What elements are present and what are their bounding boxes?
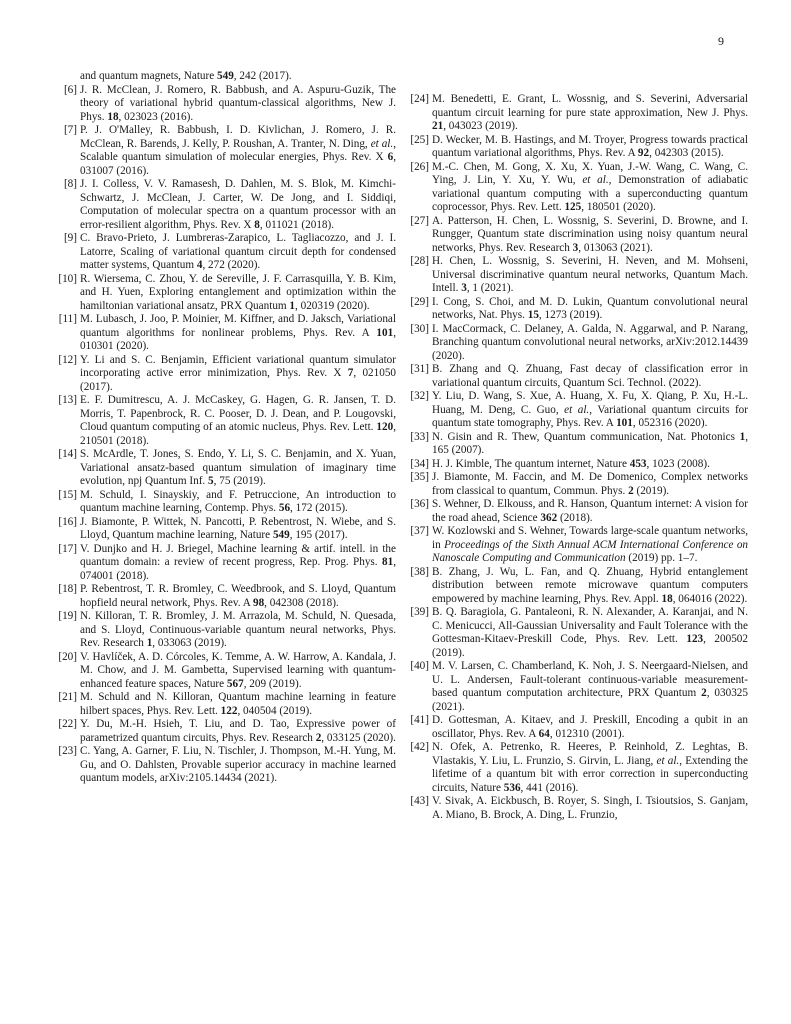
reference-entry: [58, 515, 396, 543]
reference-text: I. Cong, S. Choi, and M. D. Lukin, Quantum convolutional neural networks, Nat. Phys.: [432, 295, 748, 321]
reference-number: [29]: [410, 295, 429, 308]
reference-volume: 18: [107, 110, 119, 123]
reference-volume: 5: [208, 475, 214, 487]
reference-volume: 362: [540, 511, 558, 524]
reference-text: , 033125 (2020).: [321, 731, 396, 744]
reference-volume: 6: [387, 151, 394, 163]
reference-volume: 92: [637, 147, 650, 159]
reference-text: H. J. Kimble, The quantum internet, Nature: [432, 457, 630, 470]
reference-number: [39]: [410, 606, 429, 618]
reference-volume: 3: [572, 241, 579, 254]
reference-text: M. Schuld, I. Sinayskiy, and F. Petruccione, An introduction to quantum machine learning, Contemp. Phys.: [80, 488, 396, 514]
reference-text: H. Chen, L. Wossnig, S. Severini, H. Neven, and M. Mohseni, Universal discriminative quantum neural networks, Quantum Mach. Intell.: [432, 255, 748, 294]
reference-text: , 052316 (2020).: [632, 417, 708, 429]
reference-volume: 18: [661, 592, 673, 605]
reference-text: , 042308 (2018).: [264, 596, 339, 609]
reference-number: [17]: [58, 542, 77, 555]
reference-text: N. Gisin and R. Thew, Quantum communication, Nat. Photonics: [432, 430, 740, 443]
reference-text: , 195 (2017).: [289, 529, 348, 541]
reference-text: , 012310 (2001).: [549, 727, 625, 740]
reference-text: (2019) pp. 1–7.: [625, 552, 698, 564]
reference-volume: 15: [527, 309, 539, 321]
reference-text: , 031007 (2016).: [80, 151, 396, 177]
reference-italic-text: et al.: [370, 137, 394, 150]
reference-text: , 023023 (2016).: [118, 110, 194, 123]
reference-text: S. Wehner, D. Elkouss, and R. Hanson, Quantum internet: A vision for the road ahead, Science: [432, 498, 748, 524]
reference-volume: 7: [347, 367, 354, 379]
reference-number: [6]: [63, 83, 77, 96]
reference-italic-text: et al.: [656, 754, 680, 767]
reference-volume: 2: [701, 687, 707, 699]
reference-text: N. Ofek, A. Petrenko, R. Heeres, P. Reinhold, Z. Leghtas, B. Vlastakis, Y. Liu, L. Frunzio, S. Girvin, L. Jiang,: [432, 741, 748, 767]
reference-text: E. F. Dumitrescu, A. J. McCaskey, G. Hagen, G. R. Jansen, T. D. Morris, T. Papenbrock, R. C. Pooser, D. J. Dean, and P. Lougovski, Cloud quantum computing of an atomic nucleus, Phys. Rev. Lett.: [80, 394, 396, 433]
reference-number: [28]: [410, 255, 429, 267]
reference-entry: [410, 295, 748, 323]
reference-text: , 042303 (2015).: [649, 147, 724, 159]
reference-text: N. Killoran, T. R. Bromley, J. M. Arrazola, M. Schuld, N. Quesada, and S. Lloyd, Continuous-variable quantum neural networks, Phys. Rev. Research: [80, 610, 396, 649]
reference-volume: 64: [538, 727, 550, 740]
reference-text: , 040504 (2019).: [237, 704, 313, 717]
reference-entry: [410, 322, 748, 364]
reference-volume: 549: [272, 529, 290, 541]
reference-text: C. Bravo-Prieto, J. Lumbreras-Zarapico, L. Tagliacozzo, and J. I. Latorre, Scaling of variational quantum circuit depth for condensed matter systems, Quantum: [80, 232, 396, 271]
reference-entry: [410, 214, 748, 256]
reference-number: [37]: [410, 525, 429, 537]
reference-number: [20]: [58, 650, 77, 663]
reference-volume: 101: [376, 326, 394, 339]
reference-volume: 1: [739, 430, 746, 443]
reference-text: , 210501 (2018).: [80, 421, 396, 447]
reference-volume: 8: [254, 218, 260, 231]
reference-entry: [410, 565, 748, 607]
reference-text: C. Yang, A. Garner, F. Liu, N. Tischler, J. Thompson, M.-H. Yung, M. Gu, and O. Dahlsten, Provable superior accuracy in machine learned quantum models, arXiv:2105.14434 (2021).: [80, 745, 396, 784]
reference-number: [34]: [410, 457, 429, 470]
reference-text: P. Rebentrost, T. R. Bromley, C. Weedbrook, and S. Lloyd, Quantum hopfield neural network, Phys. Rev. A: [80, 583, 396, 609]
reference-entry: [58, 610, 396, 651]
reference-entry: [410, 457, 748, 472]
reference-text: M. Benedetti, E. Grant, L. Wossnig, and S. Severini, Adversarial quantum circuit learning for pure state approximation, New J. Phys.: [432, 93, 748, 119]
reference-text: (2018).: [557, 511, 593, 524]
reference-text: , 200502 (2019).: [432, 633, 748, 659]
reference-number: [8]: [63, 178, 77, 190]
reference-number: [11]: [58, 313, 77, 325]
reference-italic-text: et al.: [582, 174, 609, 186]
reference-text: M. Schuld and N. Killoran, Quantum machine learning in feature hilbert spaces, Phys. Rev. Lett.: [80, 691, 396, 717]
reference-number: [10]: [58, 272, 77, 285]
reference-volume: 123: [686, 633, 704, 645]
reference-entry: [58, 718, 396, 745]
reference-italic-text: Proceedings of the Sixth Annual ACM International Conference on Nanoscale Computing and Communication: [432, 538, 749, 564]
reference-volume: 549: [217, 70, 234, 82]
reference-text: , 074001 (2018).: [80, 556, 396, 582]
reference-entry: [58, 650, 396, 692]
reference-number: [14]: [58, 448, 77, 460]
reference-number: [13]: [58, 394, 77, 406]
reference-volume: 1: [289, 299, 296, 312]
reference-text: M. V. Larsen, C. Chamberland, K. Noh, J. S. Neergaard-Nielsen, and U. L. Andersen, Fault-tolerant continuous-variable measurement-based quantum computation architecture, PRX Quantum: [432, 660, 748, 699]
reference-text: (2019).: [633, 484, 670, 497]
reference-entry: [410, 471, 748, 498]
reference-entry: [410, 525, 749, 566]
reference-volume: 2: [628, 484, 634, 497]
reference-volume: 3: [461, 282, 467, 294]
reference-volume: 120: [376, 421, 394, 433]
reference-entry: [410, 660, 748, 714]
reference-text: A. Patterson, H. Chen, L. Wossnig, S. Severini, D. Browne, and I. Rungger, Quantum state discrimination using noisy quantum neural networks, Phys. Rev. Research: [432, 214, 748, 254]
reference-text: B. Zhang and Q. Zhuang, Fast decay of classification error in variational quantum circuits, Quantum Sci. Technol. (2022).: [432, 363, 748, 389]
reference-number: [42]: [410, 741, 429, 753]
reference-entry: [58, 542, 396, 584]
reference-text: D. Gottesman, A. Kitaev, and J. Preskill, Encoding a qubit in an oscillator, Phys. Rev. A: [432, 714, 748, 740]
reference-text: , 030325 (2021).: [432, 687, 748, 713]
reference-number: [22]: [58, 718, 77, 730]
reference-text: Y. Liu, D. Wang, S. Xue, A. Huang, X. Fu, X. Qiang, P. Xu, H.-L. Huang, M. Deng, C. Guo,: [432, 390, 748, 416]
reference-text: Y. Du, M.-H. Hsieh, T. Liu, and D. Tao, Expressive power of parametrized quantum circuits, Phys. Rev. Research: [80, 718, 396, 744]
reference-entry: [410, 363, 748, 390]
page-number: 9: [718, 34, 724, 48]
reference-entry: [410, 93, 748, 134]
reference-number: [31]: [410, 363, 429, 375]
reference-text: , Scalable quantum simulation of molecular energies, Phys. Rev. X: [80, 137, 396, 163]
reference-number: [18]: [58, 583, 77, 595]
reference-number: [12]: [58, 353, 77, 366]
reference-number: [15]: [58, 488, 77, 501]
reference-entry: [58, 394, 396, 448]
reference-entry: [410, 795, 748, 822]
reference-text: P. J. O'Malley, R. Babbush, I. D. Kivlichan, J. Romero, J. R. McClean, R. Barends, J. Kelly, P. Roushan, A. Tranter, N. Ding,: [80, 124, 396, 150]
reference-entry: [410, 741, 748, 795]
reference-text: B. Zhang, J. Wu, L. Fan, and Q. Zhuang, Hybrid entanglement distribution between remote microwave quantum computers empowered by machine learning, Phys. Rev. Appl.: [432, 565, 748, 605]
reference-entry: [58, 272, 396, 314]
reference-entry: [410, 133, 748, 161]
reference-entry: [63, 124, 396, 178]
reference-text: J. Biamonte, M. Faccin, and M. De Domenico, Complex networks from classical to quantum, Commun. Phys.: [432, 471, 748, 497]
reference-text: , 165 (2007).: [432, 430, 748, 456]
reference-volume: 2: [315, 731, 322, 744]
reference-number: [9]: [63, 232, 77, 244]
reference-text: I. MacCormack, C. Delaney, A. Galda, N. Aggarwal, and P. Narang, Branching quantum convolutional neural networks, arXiv:2012.14439 (2020).: [432, 322, 748, 362]
reference-text: , 021050 (2017).: [80, 367, 397, 393]
reference-text: , 020319 (2020).: [295, 299, 370, 312]
reference-number: [26]: [410, 160, 429, 173]
reference-entry: [410, 390, 748, 431]
reference-text: and quantum magnets, Nature: [80, 70, 218, 82]
reference-text: , 272 (2020).: [202, 259, 261, 271]
reference-text: , 1023 (2008).: [646, 457, 710, 470]
reference-text: , 209 (2019).: [243, 677, 302, 690]
reference-volume: 101: [616, 417, 633, 429]
reference-entry: [58, 488, 396, 516]
reference-text: , 1273 (2019).: [538, 309, 603, 321]
reference-entry: [58, 745, 396, 786]
reference-text: , 242 (2017).: [233, 70, 292, 82]
reference-number: [27]: [410, 214, 429, 227]
reference-text: M.-C. Chen, M. Gong, X. Xu, X. Yuan, J.-W. Wang, C. Wang, C. Ying, J. Lin, Y. Xu, Y. Wu,: [432, 160, 748, 186]
reference-italic-text: et al.: [564, 403, 590, 416]
references-left-column: [58, 70, 397, 786]
reference-entry: [63, 232, 396, 273]
reference-volume: 56: [278, 502, 291, 514]
reference-entry: [58, 448, 396, 489]
references-right-column: [410, 93, 749, 822]
reference-number: [25]: [410, 133, 429, 146]
reference-entry: [410, 430, 748, 458]
reference-text: V. Havlíček, A. D. Córcoles, K. Temme, A. W. Harrow, A. Kandala, J. M. Chow, and J. M. Gambetta, Supervised learning with quantum-enhanced feature spaces, Nature: [80, 650, 396, 690]
reference-volume: 4: [196, 259, 203, 271]
reference-text: , 75 (2019).: [213, 475, 266, 487]
reference-number: [43]: [410, 795, 429, 807]
reference-number: [21]: [58, 691, 77, 703]
reference-text: D. Wecker, M. B. Hastings, and M. Troyer, Progress towards practical quantum variational algorithms, Phys. Rev. A: [432, 133, 748, 159]
reference-number: [16]: [58, 515, 77, 528]
reference-entry: [58, 583, 396, 610]
reference-volume: 1: [146, 637, 153, 649]
reference-number: [38]: [410, 565, 429, 578]
reference-volume: 81: [382, 556, 394, 568]
reference-number: [32]: [410, 390, 429, 402]
reference-entry: [63, 178, 396, 232]
reference-text: , Variational quantum circuits for quantum state tomography, Phys. Rev. A: [432, 403, 748, 429]
reference-number: [24]: [410, 93, 429, 105]
reference-text: S. McArdle, T. Jones, S. Endo, Y. Li, S. C. Benjamin, and X. Yuan, Variational ansatz-based quantum simulation of imaginary time evolution, npj Quantum Inf.: [80, 448, 396, 487]
reference-entry: [63, 83, 396, 125]
reference-text: , 064016 (2022).: [672, 592, 748, 605]
reference-entry: [410, 606, 748, 660]
reference-entry: [410, 498, 748, 525]
reference-text: , Demonstration of adiabatic variational quantum computing with a superconducting quantum coprocessor, Phys. Rev. Lett.: [432, 174, 748, 213]
reference-entry: [410, 255, 748, 296]
reference-text: , 441 (2016).: [520, 781, 579, 794]
reference-entry: [58, 691, 396, 718]
reference-number: [33]: [410, 430, 429, 443]
reference-entry: [58, 313, 396, 354]
reference-volume: 122: [220, 704, 238, 717]
reference-text: , 043023 (2019).: [443, 120, 518, 132]
reference-volume: 125: [564, 201, 582, 213]
reference-volume: 98: [252, 596, 265, 609]
reference-entry: [410, 714, 748, 741]
reference-number: [23]: [58, 745, 77, 757]
reference-text: M. Lubasch, J. Joo, P. Moinier, M. Kiffner, and D. Jaksch, Variational quantum algorithms for nonlinear problems, Phys. Rev. A: [80, 313, 396, 339]
reference-text: , 011021 (2018).: [259, 218, 335, 231]
reference-text: , 010301 (2020).: [80, 326, 396, 352]
reference-number: [41]: [410, 714, 429, 726]
reference-number: [40]: [410, 660, 429, 672]
reference-text: R. Wiersema, C. Zhou, Y. de Sereville, J. F. Carrasquilla, Y. B. Kim, and H. Yuen, Exploring entanglement and optimization within the hamiltonian variational ansatz, PRX Quantum: [80, 272, 396, 312]
reference-text: J. I. Colless, V. V. Ramasesh, D. Dahlen, M. S. Blok, M. Kimchi-Schwartz, J. McClean, J. Carter, W. De Jong, and I. Siddiqi, Computation of molecular spectra on a quantum processor with an error-resilient algorithm, Phys. Rev. X: [80, 178, 396, 231]
reference-number: [7]: [63, 124, 77, 136]
reference-text: J. R. McClean, J. Romero, R. Babbush, and A. Aspuru-Guzik, The theory of variational hybrid quantum-classical algorithms, New J. Phys.: [80, 83, 396, 123]
reference-volume: 567: [226, 677, 244, 690]
reference-text: W. Kozlowski and S. Wehner, Towards large-scale quantum networks, in: [432, 525, 748, 551]
reference-text: , Extending the lifetime of a quantum bit with error correction in superconducting circuits, Nature: [432, 754, 748, 794]
reference-text: , 172 (2015).: [290, 502, 348, 514]
reference-entry: [410, 160, 748, 215]
reference-text: B. Q. Baragiola, G. Pantaleoni, R. N. Alexander, A. Karanjai, and N. C. Menicucci, All-Gaussian Universality and Fault Tolerance with the Gottesman-Kitaev-Preskill Code, Phys. Rev. Lett.: [432, 606, 748, 645]
reference-volume: 21: [432, 120, 444, 132]
reference-number: [36]: [410, 498, 429, 510]
reference-text: V. Dunjko and H. J. Briegel, Machine learning & artif. intell. in the quantum domain: a review of recent progress, Rep. Prog. Phys.: [80, 542, 396, 568]
reference-number: [30]: [410, 322, 429, 335]
reference-text: J. Biamonte, P. Wittek, N. Pancotti, P. Rebentrost, N. Wiebe, and S. Lloyd, Quantum machine learning, Nature: [80, 515, 396, 541]
reference-entry: [58, 353, 397, 395]
reference-number: [19]: [58, 610, 77, 622]
reference-text: , 180501 (2020).: [581, 201, 656, 213]
reference-number: [35]: [410, 471, 429, 483]
reference-text: Y. Li and S. C. Benjamin, Efficient variational quantum simulator incorporating active error minimization, Phys. Rev. X: [80, 353, 396, 379]
reference-volume: 453: [629, 457, 647, 470]
reference-volume: 536: [503, 781, 521, 794]
reference-text: , 013063 (2021).: [578, 241, 653, 254]
reference-text: , 033063 (2019).: [152, 637, 227, 649]
reference-text: , 1 (2021).: [466, 282, 514, 294]
reference-entry: [80, 70, 396, 84]
reference-text: V. Sivak, A. Eickbusch, B. Royer, S. Singh, I. Tsioutsios, S. Ganjam, A. Miano, B. Brock, A. Ding, L. Frunzio,: [432, 795, 748, 821]
